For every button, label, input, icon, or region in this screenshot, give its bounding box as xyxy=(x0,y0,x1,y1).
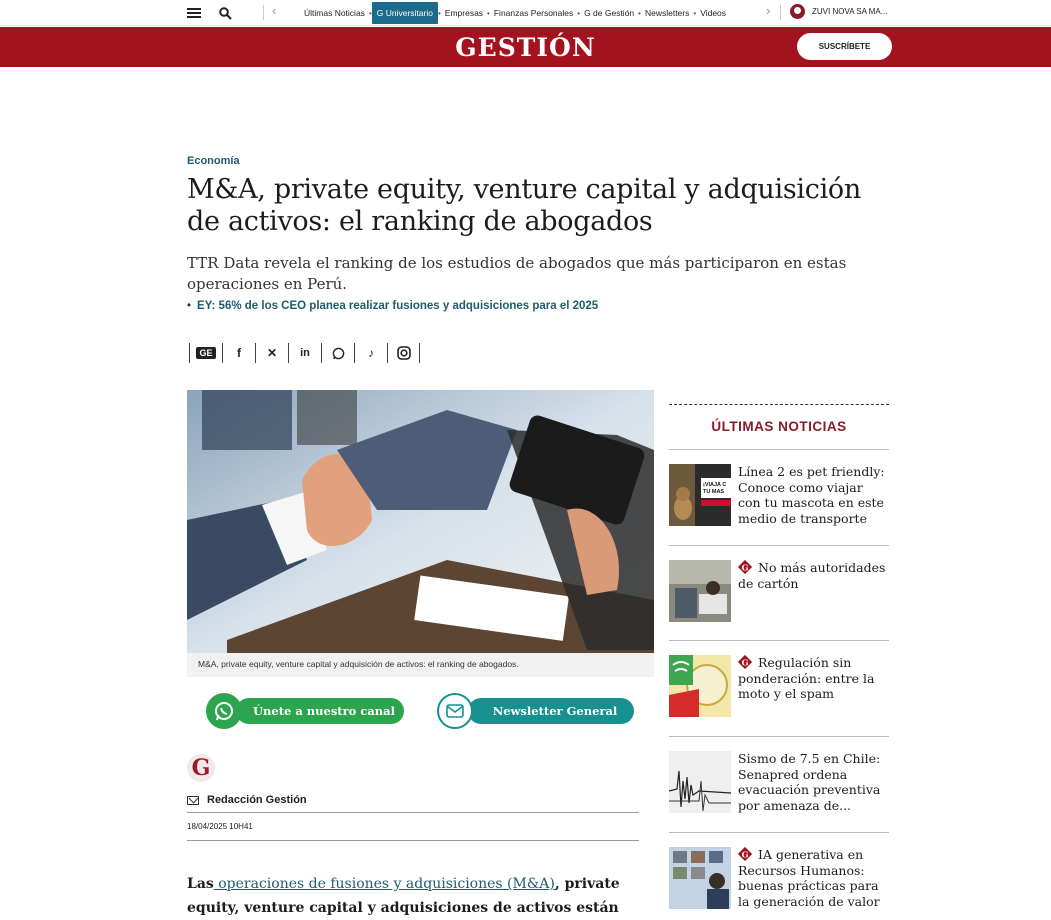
nav-g-de-gestion[interactable]: G de Gestión xyxy=(584,8,635,18)
author-name[interactable]: Redacción Gestión xyxy=(207,794,307,806)
google-news-icon[interactable] xyxy=(189,343,222,363)
user-menu[interactable] xyxy=(790,4,887,19)
divider xyxy=(263,5,264,20)
section-label[interactable]: Economía xyxy=(187,155,240,167)
divider xyxy=(187,812,639,813)
share-bar xyxy=(189,343,420,363)
menu-icon[interactable] xyxy=(185,4,203,22)
section-links: Últimas Noticias • G Universitario • Empresas • Finanzas Personales • G de Gestión • Newsletters • Videos xyxy=(300,0,730,26)
nav-empresas[interactable]: Empresas xyxy=(444,8,484,18)
news-title-text[interactable]: No más autoridades de cartón xyxy=(738,560,886,591)
premium-badge-icon xyxy=(738,560,752,574)
x-icon[interactable]: ✕ xyxy=(255,343,288,363)
article-headline: M&A, private equity, venture capital y adquisición de activos: el ranking de abogados xyxy=(187,174,861,237)
nav-newsletters[interactable]: Newsletters xyxy=(644,8,690,18)
svg-text:TU MAS: TU MAS xyxy=(703,489,725,495)
article-image xyxy=(187,390,654,653)
avatar-icon xyxy=(790,4,805,19)
sidebar-news-item[interactable] xyxy=(669,449,889,526)
svg-text:¡VIAJA C: ¡VIAJA C xyxy=(703,482,727,488)
news-title-text[interactable]: Regulación sin ponderación: entre la moto y el spam xyxy=(738,655,875,702)
sidebar-news-item[interactable] xyxy=(669,545,889,591)
sidebar-divider xyxy=(669,404,889,405)
article-summary: TTR Data revela el ranking de los estudios de abogados que más participaron en estas operaciones en Perú. xyxy=(187,254,847,293)
news-thumbnail[interactable] xyxy=(669,847,731,909)
related-link-text[interactable]: EY: 56% de los CEO planea realizar fusiones y adquisiciones para el 2025 xyxy=(197,300,599,312)
article-body xyxy=(187,872,639,920)
news-thumbnail[interactable] xyxy=(669,655,731,717)
body-lead: Las xyxy=(187,876,214,892)
divider xyxy=(780,5,781,20)
author-byline[interactable] xyxy=(187,794,307,806)
user-name: ZUVI NOVA SA MA... xyxy=(812,7,888,16)
news-title-text[interactable]: IA generativa en Recursos Humanos: buenas prácticas para la generación de valor xyxy=(738,847,880,909)
nav-g-universitario[interactable]: G Universitario xyxy=(372,2,438,24)
scroll-right-icon[interactable]: › xyxy=(766,3,771,18)
top-navigation xyxy=(0,0,1051,26)
image-caption: M&A, private equity, venture capital y adquisición de activos: el ranking de abogados. xyxy=(187,653,654,677)
subscribe-button[interactable]: SUSCRÍBETE xyxy=(797,33,892,60)
news-thumbnail[interactable] xyxy=(669,560,731,622)
news-title[interactable] xyxy=(738,847,889,909)
linkedin-icon[interactable]: in xyxy=(288,343,321,363)
news-thumbnail[interactable] xyxy=(669,464,731,526)
sidebar-news-item[interactable] xyxy=(669,736,889,813)
sidebar-news-item[interactable] xyxy=(669,640,889,702)
news-title[interactable]: Sismo de 7.5 en Chile: Senapred ordena evacuación preventiva por amenaza de... xyxy=(738,751,881,813)
publish-date: 18/04/2025 10H41 xyxy=(187,822,253,831)
whatsapp-icon[interactable] xyxy=(321,343,354,363)
brand-bar xyxy=(0,27,1051,67)
sidebar-title: ÚLTIMAS NOTICIAS xyxy=(711,419,847,434)
sidebar-news-item[interactable] xyxy=(669,832,889,909)
svg-text:G: G xyxy=(741,562,749,573)
nav-finanzas-personales[interactable]: Finanzas Personales xyxy=(493,8,574,18)
newsletter-button[interactable]: Newsletter General xyxy=(468,698,634,724)
news-thumbnail[interactable] xyxy=(669,751,731,813)
whatsapp-channel-button[interactable]: Únete a nuestro canal xyxy=(236,698,404,724)
google-news-label: GE xyxy=(196,347,215,359)
premium-badge-icon xyxy=(738,847,752,861)
site-logo[interactable]: GESTIÓN xyxy=(455,33,596,62)
author-logo: G xyxy=(187,754,215,782)
body-text: , private equity, venture capital y adquisiciones de activos están xyxy=(187,876,620,916)
news-title[interactable] xyxy=(738,655,889,702)
news-title[interactable] xyxy=(738,560,889,591)
nav-ultimas-noticias[interactable]: Últimas Noticias xyxy=(304,8,365,18)
body-link[interactable]: operaciones de fusiones y adquisiciones (M&A) xyxy=(213,876,555,892)
tiktok-icon[interactable]: ♪ xyxy=(354,343,387,363)
search-icon[interactable] xyxy=(216,4,234,22)
scroll-left-icon[interactable]: ‹ xyxy=(272,3,277,18)
nav-videos[interactable]: Videos xyxy=(700,8,727,18)
news-title[interactable]: Línea 2 es pet friendly: Conoce como viajar con tu mascota en este medio de transporte xyxy=(738,464,885,526)
svg-text:G: G xyxy=(741,657,749,668)
instagram-icon[interactable] xyxy=(387,343,420,363)
facebook-icon[interactable]: f xyxy=(222,343,255,363)
related-link[interactable] xyxy=(187,300,598,312)
envelope-icon xyxy=(187,796,199,805)
premium-badge-icon xyxy=(738,655,752,669)
mail-icon[interactable] xyxy=(437,693,473,729)
whatsapp-icon[interactable] xyxy=(206,693,242,729)
svg-text:G: G xyxy=(741,849,749,860)
divider xyxy=(187,840,639,841)
